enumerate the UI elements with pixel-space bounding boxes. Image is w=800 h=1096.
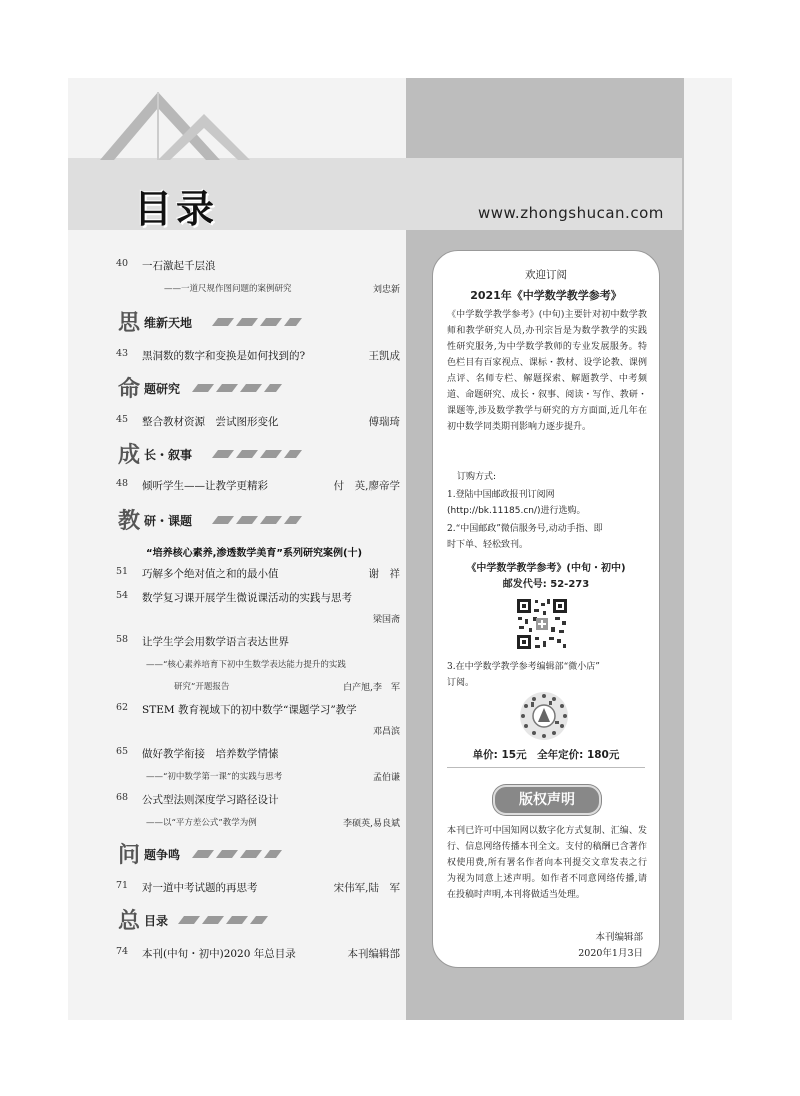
method-3-line-1: 3.在中学数学教学参考编辑部“微小店” [447,662,600,672]
article-author: 王凯成 [368,350,400,362]
section-initial: 思 [118,310,141,336]
postal-code: 邮发代号: 52-273 [502,579,590,590]
article-title: 黑洞数的数字和变换是如何找到的? [142,350,306,362]
article-author: 白产旭,李 军 [343,683,400,693]
article-author: 傅瑞琦 [368,416,400,428]
method-2-line-2: 时下单、轻松致刊。 [447,540,529,550]
article-title: 让学生学会用数学语言表达世界 [142,636,289,648]
article-subtitle-cont: 研究”开题报告 [174,682,230,692]
page-number: 68 [116,792,129,803]
section-header-index [116,906,296,932]
section-name: 维新天地 [144,316,193,330]
article-subtitle: ——“核心素养培育下初中生数学表达能力提升的实践 [146,660,346,670]
stripes-decoration [212,318,302,326]
article-author: 刘忠新 [372,285,400,295]
divider [447,767,645,768]
article-title: 公式型法则深度学习路径设计 [142,794,279,806]
editorial-signature: 本刊编辑部 [595,932,643,943]
page-number: 71 [116,880,129,891]
statement-date: 2020年1月3日 [578,948,643,959]
article-author: 谢 祥 [368,568,400,580]
article-title: 本刊(中旬・初中)2020 年总目录 [142,948,296,960]
page-number: 74 [116,946,129,957]
article-title: 巧解多个绝对值之和的最小值 [142,568,279,580]
article-author: 李硕英,易良斌 [343,819,400,829]
qr-code-postal[interactable] [515,597,569,651]
page-number: 40 [116,258,129,269]
page-number: 54 [116,590,129,601]
article-title: 整合教材资源 尝试图形变化 [142,416,279,428]
subscribe-methods-label: 订购方式: [457,472,497,482]
section-name: 题争鸣 [144,848,181,862]
copyright-statement: 本刊已许可中国知网以数字化方式复制、汇编、发行、信息网络传播本刊全文。支付的稿酬已含著作权使用费,所有署名作者向本刊提交文章发表之行为视为同意上述声明。如作者不同意网络传播,请在投稿时声明,本刊将做适当处理。 [447,826,647,900]
page-number: 51 [116,566,129,577]
section-initial: 教 [118,508,141,534]
roof-logo-graphic [100,84,260,164]
mini-shop-code[interactable] [519,691,569,741]
page-title: 目录 [134,187,219,231]
page-number: 48 [116,478,129,489]
article-title: 一石激起千层浪 [142,260,216,272]
subscription-sidebar-box [432,250,660,968]
method-2-line-1: 2.“中国邮政”微信服务号,动动手指、即 [447,524,603,534]
copyright-title-badge: 版权声明 [493,785,601,815]
stripes-decoration [212,516,302,524]
section-header-exam-research [116,374,296,400]
article-title: 对一道中考试题的再思考 [142,882,258,894]
section-name: 题研究 [144,382,181,396]
article-subtitle: ——一道尺规作图问题的案例研究 [164,284,292,294]
journal-heading: 2021年《中学数学教学参考》 [470,289,622,302]
price-info: 单价: 15元 全年定价: 180元 [472,749,620,761]
section-name: 长・叙事 [144,448,193,462]
article-author: 本刊编辑部 [347,948,400,960]
stripes-decoration [192,850,282,858]
article-author: 孟伯谦 [372,773,400,783]
article-author: 梁国斋 [372,615,400,625]
page-number: 62 [116,702,129,713]
article-title: 做好教学衔接 培养数学情愫 [142,748,279,760]
section-header-thinking [116,308,296,334]
section-header-growth-narrative [116,440,296,466]
method-3-line-2: 订阅。 [447,678,475,688]
section-initial: 命 [118,376,141,402]
article-title: STEM 教育视域下的初中数学“课题学习”教学 [142,704,357,716]
section-initial: 成 [118,442,141,468]
welcome-heading: 欢迎订阅 [525,269,567,281]
page-number: 65 [116,746,129,757]
section-name: 目录 [144,914,169,928]
journal-intro: 《中学数学教学参考》(中旬)主要针对初中数学教师和教学研究人员,办刊宗旨是为数学教学的实践性研究服务,为中学数学教师的专业发展服务。特色栏目有百家视点、课标・教材、设学论教、课例点评、名师专栏、解题探索、解题教学、中考频道、命题研究、成长・叙事、阅读・写作、教研・课题等,涉及数学教学与研究的方方面面,近几年在初中数学同类期刊影响力逐步提升。 [447,310,647,432]
stripes-decoration [212,450,302,458]
method-1-line-1: 1.登陆中国邮政报刊订阅网 [447,490,555,500]
article-author: 邓昌滨 [372,727,400,737]
section-initial: 总 [118,908,141,934]
stripes-decoration [178,916,268,924]
page-number: 43 [116,348,129,359]
section-header-teaching-research [116,506,296,532]
page-number: 45 [116,414,129,425]
article-title: 数学复习课开展学生微说课活动的实践与思考 [142,592,352,604]
page-number: 58 [116,634,129,645]
journal-edition-name: 《中学数学教学参考》(中旬・初中) [466,563,626,574]
series-heading: “培养核心素养,渗透数学美育”系列研究案例(十) [146,548,363,559]
article-author: 付 英,廖帝学 [333,480,400,492]
method-1-line-2: (http://bk.11185.cn/)进行选购。 [447,506,586,516]
article-title: 倾听学生——让教学更精彩 [142,480,268,492]
stripes-decoration [192,384,282,392]
article-subtitle: ——以“平方差公式”教学为例 [146,818,257,828]
article-subtitle: ——“初中数学第一课”的实践与思考 [146,772,283,782]
website-url: www.zhongshucan.com [478,204,664,222]
section-initial: 问 [118,842,141,868]
section-header-debate [116,840,296,866]
section-name: 研・课题 [144,514,193,528]
article-author: 宋伟军,陆 军 [333,882,400,894]
